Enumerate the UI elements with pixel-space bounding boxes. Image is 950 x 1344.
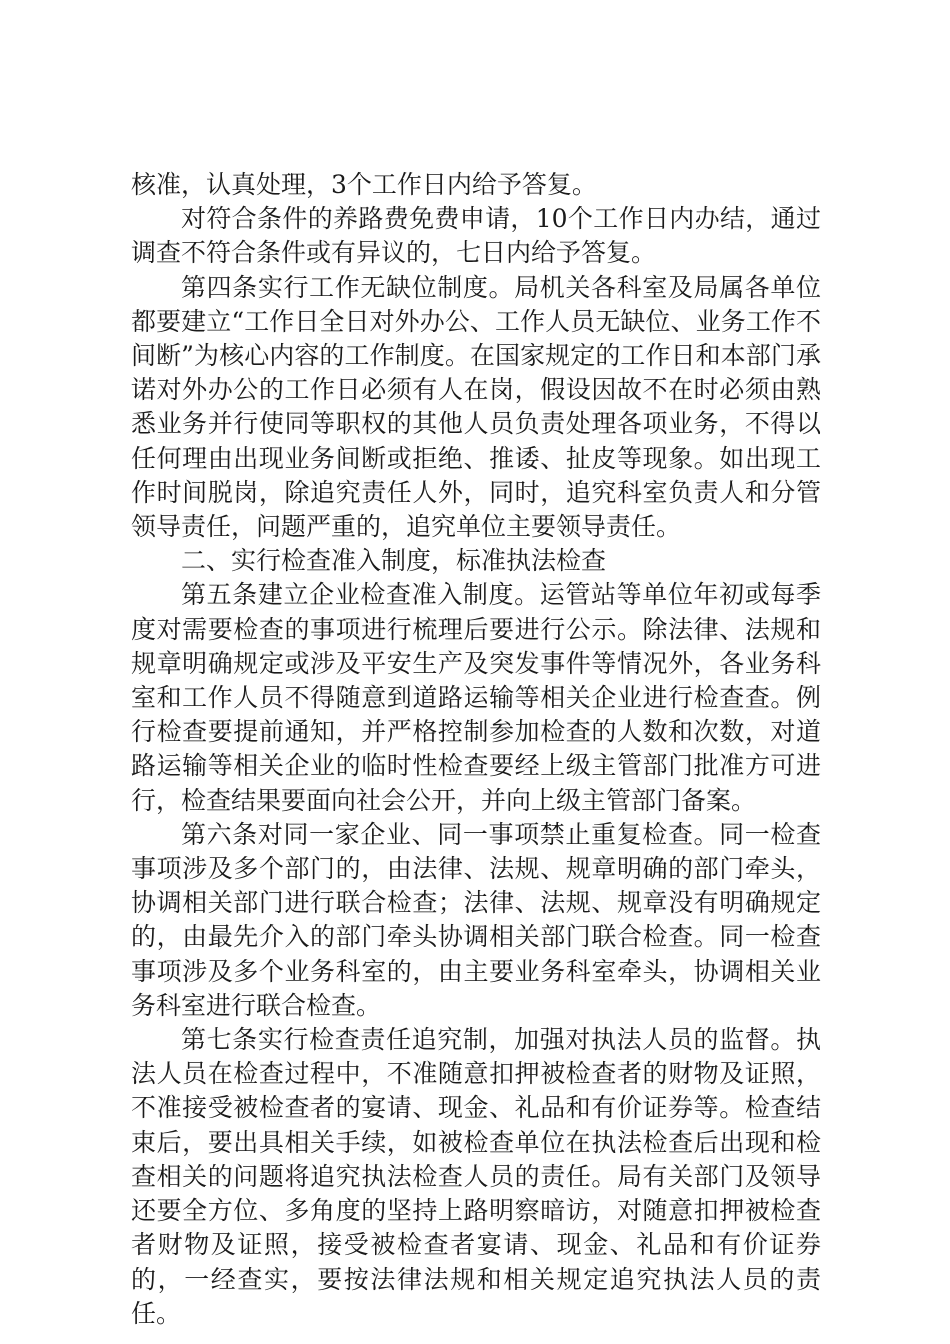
- paragraph-1: 核准，认真处理，3个工作日内给予答复。: [131, 170, 597, 199]
- section-heading-2: 二、实行检查准入制度，标准执法检查: [181, 546, 607, 576]
- paragraph-article-4: 第四条实行工作无缺位制度。局机关各科室及局属各单位都要建立“工作日全日对外办公、工作人员无缺位、业务工作不间断”为核心内容的工作制度。在国家规定的工作日和本部门承诺对外办公的工作日必须有人在岗，假设因故不在时必须由熟悉业务并行使同等职权的其他人员负责处理各项业务，不得以任何理由出现业务间断或拒绝、推诿、扯皮等现象。如出现工作时间脱岗，除追究责任人外，同时，追究科室负责人和分管领导责任，问题严重的，追究单位主要领导责任。: [131, 272, 821, 542]
- document-body: [131, 168, 821, 1331]
- paragraph-article-5: 第五条建立企业检查准入制度。运管站等单位年初或每季度对需要检查的事项进行梳理后要进行公示。除法律、法规和规章明确规定或涉及平安生产及突发事件等情况外，各业务科室和工作人员不得随意到道路运输等相关企业进行检查查。例行检查要提前通知，并严格控制参加检查的人数和次数，对道路运输等相关企业的临时性检查要经上级主管部门批准方可进行，检查结果要面向社会公开，并向上级主管部门备案。: [131, 580, 821, 815]
- paragraph-article-6: 第六条对同一家企业、同一事项禁止重复检查。同一检查事项涉及多个部门的，由法律、法规、规章明确的部门牵头，协调相关部门进行联合检查；法律、法规、规章没有明确规定的，由最先介入的部门牵头协调相关部门联合检查。同一检查事项涉及多个业务科室的，由主要业务科室牵头，协调相关业务科室进行联合检查。: [131, 819, 821, 1020]
- paragraph-article-7: 第七条实行检查责任追究制，加强对执法人员的监督。执法人员在检查过程中，不准随意扣押被检查者的财物及证照，不准接受被检查者的宴请、现金、礼品和有价证券等。检查结束后，要出具相关手续，如被检查单位在执法检查后出现和检查相关的问题将追究执法检查人员的责任。局有关部门及领导还要全方位、多角度的坚持上路明察暗访，对随意扣押被检查者财物及证照，接受被检查者宴请、现金、礼品和有价证券的，一经查实，要按法律法规和相关规定追究执法人员的责任。: [131, 1025, 821, 1328]
- paragraph-2: 对符合条件的养路费免费申请，10个工作日内办结，通过调查不符合条件或有异议的，七日内给予答复。: [131, 204, 821, 268]
